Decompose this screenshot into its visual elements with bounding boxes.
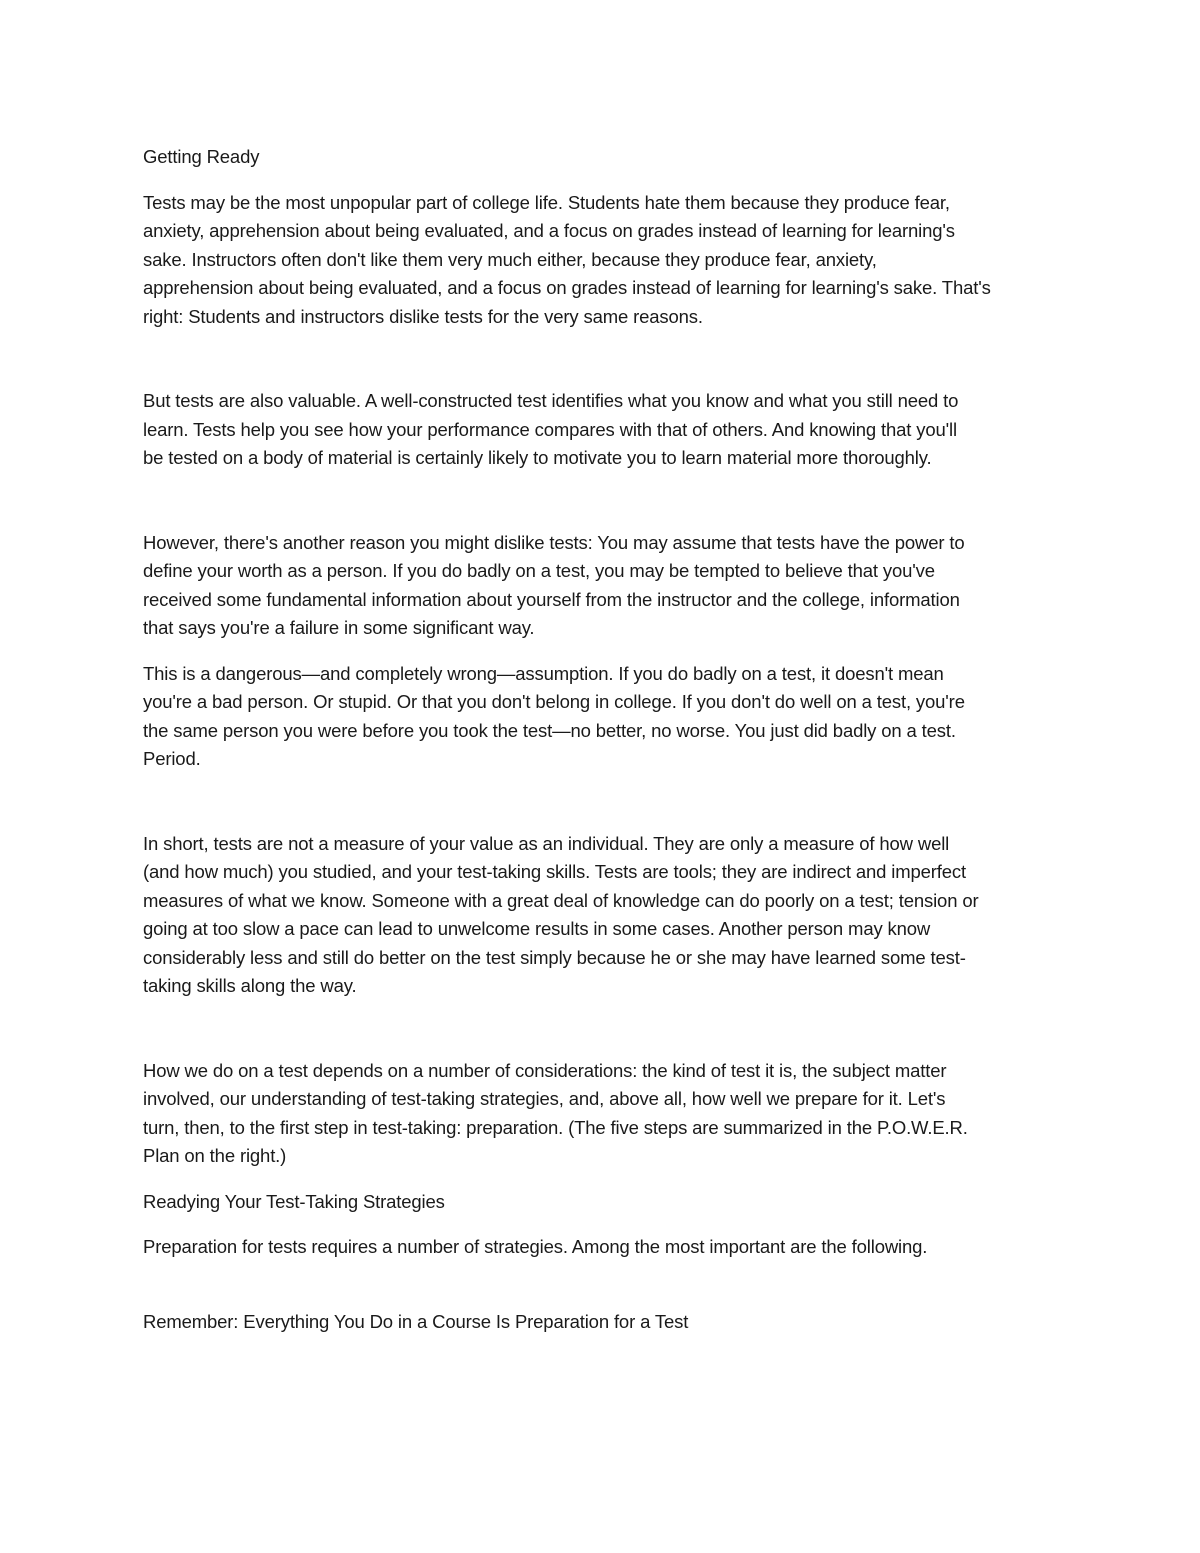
text-line: that says you're a failure in some significant way. (143, 617, 535, 638)
paragraph-4 (143, 660, 1063, 774)
text-line: Tests may be the most unpopular part of college life. Students hate them because they produce fear, (143, 191, 950, 213)
text-line: right: Students and instructors dislike tests for the very same reasons. (143, 305, 703, 327)
paragraph-7: Preparation for tests requires a number of strategies. Among the most important are the following. (143, 1236, 928, 1257)
text-line: However, there's another reason you might dislike tests: You may assume that tests have the power to (143, 531, 965, 553)
paragraph-1 (143, 189, 1063, 332)
text-line: How we do on a test depends on a number of considerations: the kind of test it is, the subject matter (143, 1059, 947, 1081)
text-line: be tested on a body of material is certainly likely to motivate you to learn material more thoroughly. (143, 447, 932, 468)
text-line: sake. Instructors often don't like them very much either, because they produce fear, anxiety, (143, 248, 877, 270)
paragraph-5 (143, 830, 1063, 1001)
text-line: received some fundamental information about yourself from the instructor and the college, information (143, 588, 960, 610)
text-line: apprehension about being evaluated, and a focus on grades instead of learning for learning's sake. That's (143, 277, 991, 298)
text-line: define your worth as a person. If you do badly on a test, you may be tempted to believe that you've (143, 560, 935, 581)
paragraph-6 (143, 1057, 1063, 1171)
text-line: taking skills along the way. (143, 975, 357, 996)
text-line: the same person you were before you took the test—no better, no worse. You just did badly on a test. (143, 719, 956, 741)
text-line: measures of what we know. Someone with a great deal of knowledge can do poorly on a test; tension or (143, 889, 979, 911)
paragraph-3 (143, 529, 1063, 643)
text-line: considerably less and still do better on the test simply because he or she may have learned some test- (143, 946, 966, 968)
text-line: anxiety, apprehension about being evaluated, and a focus on grades instead of learning for learning's (143, 220, 955, 241)
heading-getting-ready: Getting Ready (143, 146, 260, 167)
text-line: turn, then, to the first step in test-taking: preparation. (The five steps are summarized in the P.O.W.E.R. (143, 1116, 968, 1138)
document-body (143, 143, 1063, 1336)
subheading-readying-strategies: Readying Your Test-Taking Strategies (143, 1190, 445, 1212)
section-title-remember: Remember: Everything You Do in a Course Is Preparation for a Test (143, 1310, 689, 1332)
text-line: This is a dangerous—and completely wrong—assumption. If you do badly on a test, it doesn't mean (143, 662, 944, 684)
text-line: Plan on the right.) (143, 1145, 287, 1166)
text-line: learn. Tests help you see how your performance compares with that of others. And knowing that you'll (143, 418, 957, 440)
text-line: Period. (143, 748, 201, 769)
text-line: involved, our understanding of test-taking strategies, and, above all, how well we prepare for it. Let's (143, 1088, 946, 1109)
text-line: But tests are also valuable. A well-constructed test identifies what you know and what you still need to (143, 390, 959, 411)
text-line: (and how much) you studied, and your test-taking skills. Tests are tools; they are indirect and imperfect (143, 861, 966, 882)
text-line: you're a bad person. Or stupid. Or that you don't belong in college. If you don't do well on a test, you're (143, 691, 965, 712)
text-line: In short, tests are not a measure of your value as an individual. They are only a measure of how well (143, 832, 950, 854)
paragraph-2 (143, 387, 1063, 473)
text-line: going at too slow a pace can lead to unwelcome results in some cases. Another person may know (143, 918, 931, 939)
